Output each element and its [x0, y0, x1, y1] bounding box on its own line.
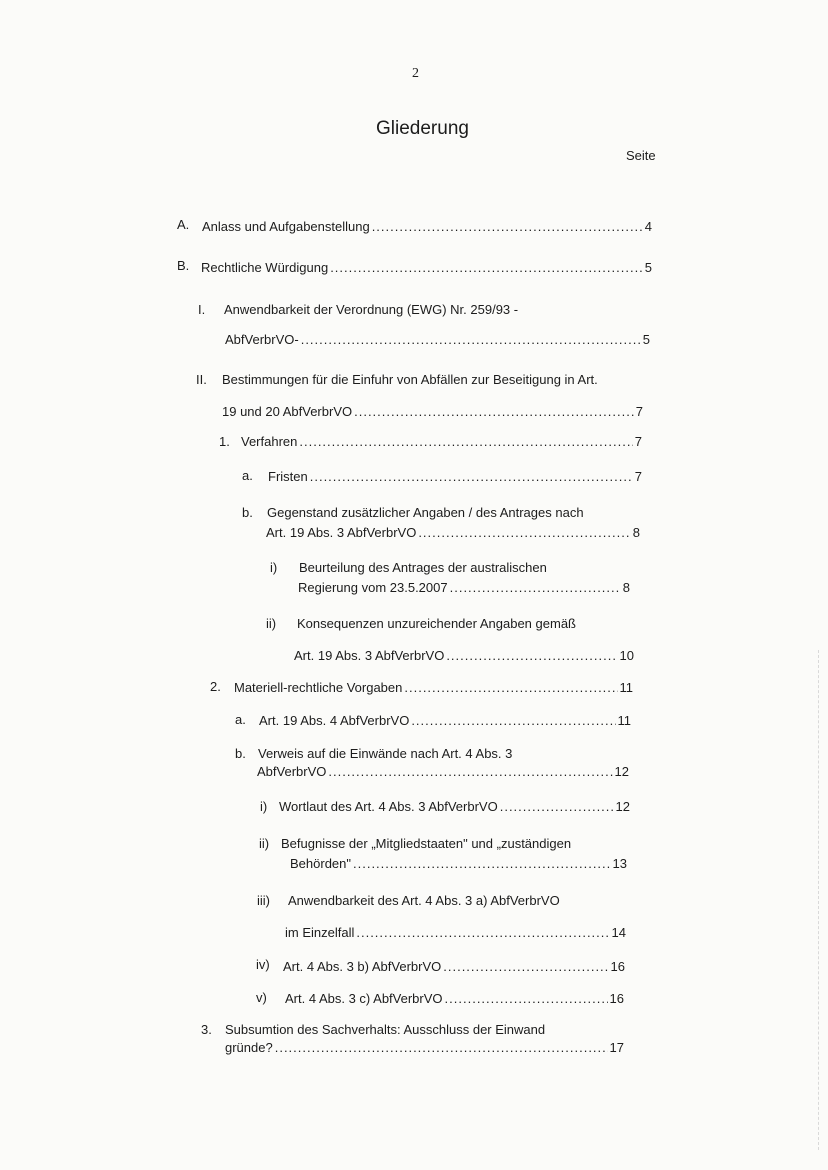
- dot-leader: [411, 713, 615, 729]
- toc-entry-2b-iv[interactable]: [256, 957, 625, 983]
- toc-title: Anlass und Aufgabenstellung: [202, 219, 370, 234]
- scan-edge-line: [818, 650, 820, 1150]
- dot-leader: [354, 404, 634, 420]
- toc-page: 13: [612, 856, 627, 871]
- toc-marker: ii): [259, 836, 270, 851]
- toc-page: 14: [611, 925, 626, 940]
- toc-page: 7: [634, 434, 642, 449]
- toc-page: 12: [615, 799, 630, 814]
- toc-title: Anwendbarkeit der Verordnung (EWG) Nr. 259/93 -: [224, 302, 519, 317]
- toc-marker: iv): [256, 957, 270, 972]
- dot-leader: [328, 764, 612, 780]
- toc-title: Art. 19 Abs. 4 AbfVerbrVO: [259, 713, 410, 728]
- toc-entry-2b[interactable]: [235, 746, 629, 786]
- toc-page: 8: [622, 580, 630, 595]
- toc-title: Verfahren: [241, 434, 298, 449]
- toc-entry-b[interactable]: [177, 258, 652, 284]
- toc-marker: b.: [235, 746, 246, 761]
- toc-title-continued: Art. 19 Abs. 3 AbfVerbrVO: [294, 648, 445, 663]
- toc-marker: v): [256, 990, 267, 1005]
- dot-leader: [310, 469, 633, 485]
- toc-title: Fristen: [268, 469, 308, 484]
- dot-leader: [404, 680, 617, 696]
- toc-page: 4: [644, 219, 652, 234]
- toc-marker: a.: [235, 712, 246, 727]
- toc-title: Materiell-rechtliche Vorgaben: [234, 680, 403, 695]
- toc-marker: B.: [177, 258, 190, 273]
- dot-leader: [299, 434, 632, 450]
- toc-marker: i): [270, 560, 278, 575]
- toc-title-continued: Behörden": [290, 856, 351, 871]
- toc-title: Beurteilung des Antrages der australischen: [299, 560, 547, 575]
- dot-leader: [330, 260, 643, 276]
- dot-leader: [446, 648, 617, 664]
- toc-page: 16: [609, 991, 624, 1006]
- toc-title-continued: Art. 19 Abs. 3 AbfVerbrVO: [266, 525, 417, 540]
- toc-title-continued: AbfVerbrVO: [257, 764, 327, 779]
- dot-leader: [301, 332, 641, 348]
- toc-entry-2b-iii[interactable]: [257, 893, 626, 947]
- toc-title: Rechtliche Würdigung: [201, 260, 329, 275]
- toc-entry-2a[interactable]: [235, 712, 631, 738]
- toc-entry-1a[interactable]: [242, 468, 642, 494]
- toc-entry-1b-ii[interactable]: [266, 616, 634, 668]
- toc-title: Konsequenzen unzureichender Angaben gemäß: [297, 616, 576, 631]
- toc-marker: 1.: [219, 434, 230, 449]
- dot-leader: [450, 580, 621, 596]
- dot-leader: [353, 856, 611, 872]
- toc-marker: II.: [196, 372, 207, 387]
- toc-page: 16: [610, 959, 625, 974]
- toc-page: 11: [619, 680, 633, 695]
- toc-marker: 3.: [201, 1022, 212, 1037]
- toc-title: Subsumtion des Sachverhalts: Ausschluss der Einwand: [225, 1022, 546, 1037]
- toc-marker: 2.: [210, 679, 221, 694]
- dot-leader: [275, 1040, 608, 1056]
- toc-page: 5: [644, 260, 652, 275]
- toc-title: Wortlaut des Art. 4 Abs. 3 AbfVerbrVO: [279, 799, 498, 814]
- toc-page: 11: [617, 713, 631, 728]
- toc-marker: I.: [198, 302, 206, 317]
- toc-page: 10: [619, 648, 634, 663]
- toc-entry-2b-v[interactable]: [256, 990, 624, 1016]
- page-number: 2: [412, 66, 419, 81]
- toc-title: Anwendbarkeit des Art. 4 Abs. 3 a) AbfVerbrVO: [288, 893, 560, 908]
- toc-page: 5: [642, 332, 650, 347]
- toc-entry-b-ii[interactable]: [196, 372, 643, 426]
- toc-title: Befugnisse der „Mitgliedstaaten" und „zuständigen: [281, 836, 572, 851]
- toc-entry-2[interactable]: [210, 679, 633, 705]
- dot-leader: [372, 219, 643, 235]
- toc-title-continued: im Einzelfall: [285, 925, 355, 940]
- toc-title: Bestimmungen für die Einfuhr von Abfällen zur Beseitigung in Art.: [222, 372, 598, 387]
- toc-title: Art. 4 Abs. 3 b) AbfVerbrVO: [283, 959, 442, 974]
- toc-page: 7: [635, 404, 643, 419]
- toc-entry-1b[interactable]: [242, 505, 640, 547]
- toc-marker: iii): [257, 893, 270, 908]
- toc-entry-a[interactable]: [177, 217, 652, 243]
- toc-entry-1[interactable]: [219, 434, 642, 460]
- toc-entry-1b-i[interactable]: [270, 560, 630, 604]
- toc-marker: A.: [177, 217, 190, 232]
- dot-leader: [445, 991, 608, 1007]
- toc-page: 17: [609, 1040, 624, 1055]
- toc-title: Verweis auf die Einwände nach Art. 4 Abs. 3: [258, 746, 513, 761]
- toc-entry-2b-i[interactable]: [260, 799, 630, 825]
- toc-marker: a.: [242, 468, 253, 483]
- toc-entry-2b-ii[interactable]: [259, 836, 627, 880]
- toc-title: Gegenstand zusätzlicher Angaben / des Antrages nach: [267, 505, 584, 520]
- toc-page: 8: [632, 525, 640, 540]
- toc-entry-3[interactable]: [201, 1022, 624, 1062]
- dot-leader: [356, 925, 609, 941]
- toc-entry-b-i[interactable]: [198, 302, 650, 348]
- dot-leader: [418, 525, 630, 541]
- dot-leader: [500, 799, 614, 815]
- toc-title-continued: Regierung vom 23.5.2007: [298, 580, 448, 595]
- page-title: Gliederung: [376, 118, 469, 139]
- toc-page: 12: [614, 764, 629, 779]
- toc-marker: b.: [242, 505, 253, 520]
- page-column-label: Seite: [626, 148, 656, 163]
- toc-title: Art. 4 Abs. 3 c) AbfVerbrVO: [285, 991, 443, 1006]
- toc-title-continued: AbfVerbrVO-: [225, 332, 299, 347]
- dot-leader: [443, 959, 608, 975]
- toc-marker: ii): [266, 616, 277, 631]
- toc-title-continued: gründe?: [225, 1040, 273, 1055]
- toc-title-continued: 19 und 20 AbfVerbrVO: [222, 404, 353, 419]
- toc-page: 7: [634, 469, 642, 484]
- toc-marker: i): [260, 799, 268, 814]
